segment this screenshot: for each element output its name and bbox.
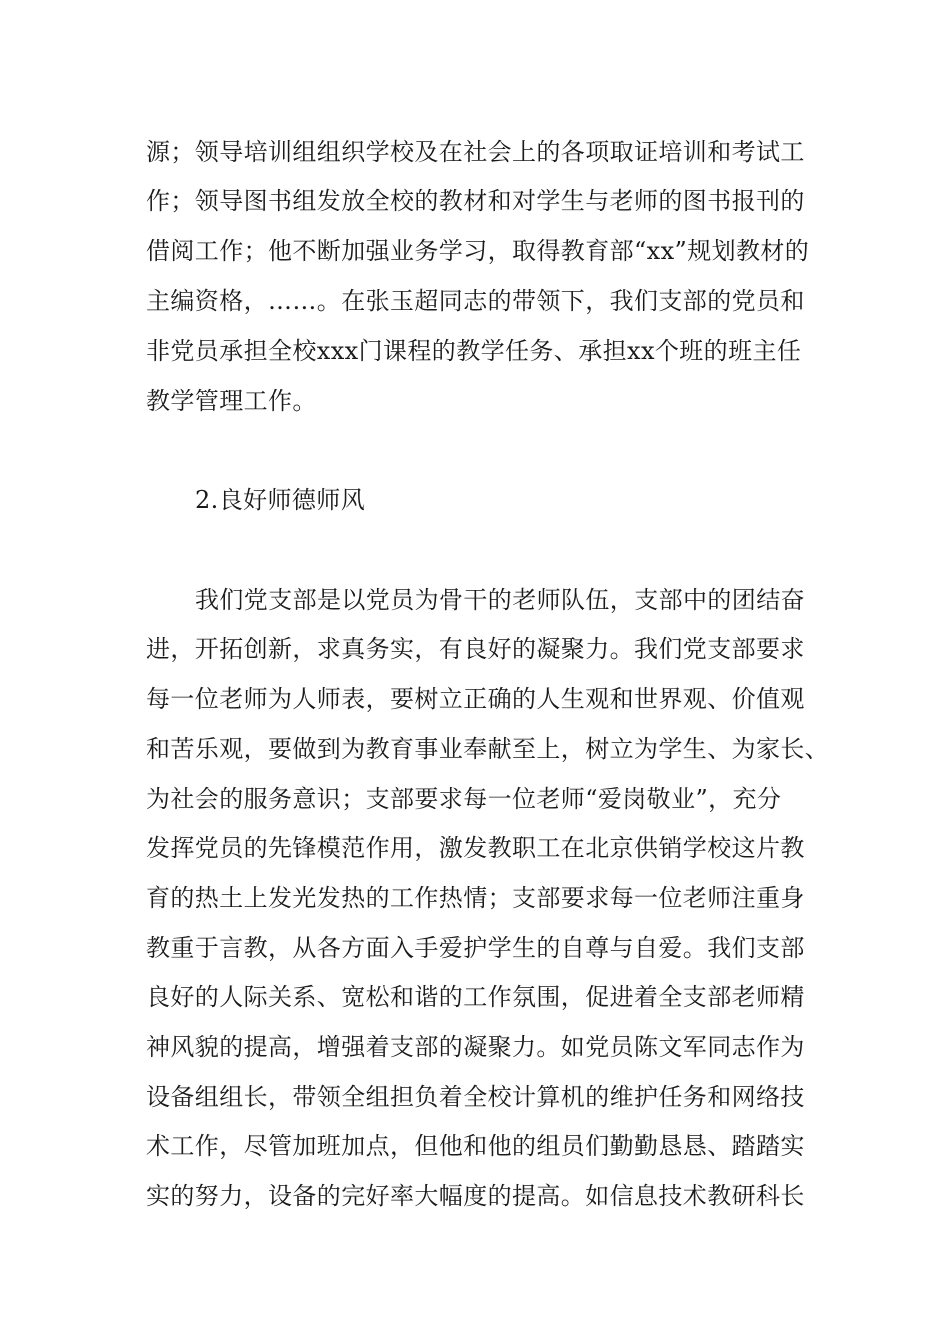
- paragraph-line: 进，开拓创新，求真务实，有良好的凝聚力。我们党支部要求: [146, 635, 805, 663]
- paragraph-line: 借阅工作；他不断加强业务学习，取得教育部“xx”规划教材的: [146, 237, 810, 265]
- paragraph-line: 每一位老师为人师表，要树立正确的人生观和世界观、价值观: [146, 685, 805, 713]
- paragraph-line: 教重于言教，从各方面入手爱护学生的自尊与自爱。我们支部: [146, 934, 805, 962]
- paragraph-line: 设备组组长，带领全组担负着全校计算机的维护任务和网络技: [146, 1083, 805, 1111]
- paragraph-line: 非党员承担全校xxx门课程的教学任务、承担xx个班的班主任: [146, 337, 802, 365]
- paragraph-line: 主编资格，……。在张玉超同志的带领下，我们支部的党员和: [146, 287, 805, 315]
- paragraph-line: 术工作，尽管加班加点，但他和他的组员们勤勤恳恳、踏踏实: [146, 1132, 805, 1160]
- paragraph-line: 实的努力，设备的完好率大幅度的提高。如信息技术教研科长: [146, 1182, 805, 1210]
- paragraph-line: 良好的人际关系、宽松和谐的工作氛围，促进着全支部老师精: [146, 983, 805, 1011]
- paragraph-line: 育的热土上发光发热的工作热情；支部要求每一位老师注重身: [146, 884, 805, 912]
- paragraph-line: 我们党支部是以党员为骨干的老师队伍，支部中的团结奋: [195, 586, 805, 614]
- paragraph-line: 神风貌的提高，增强着支部的凝聚力。如党员陈文军同志作为: [146, 1033, 805, 1061]
- paragraph-line: 源；领导培训组组织学校及在社会上的各项取证培训和考试工: [146, 138, 805, 166]
- section-heading: 2.良好师德师风: [195, 486, 366, 514]
- paragraph-line: 和苦乐观，要做到为教育事业奉献至上，树立为学生、为家长、: [146, 735, 830, 763]
- paragraph-line: 作；领导图书组发放全校的教材和对学生与老师的图书报刊的: [146, 187, 805, 215]
- paragraph-line: 为社会的服务意识；支部要求每一位老师“爱岗敬业”，充分: [146, 785, 782, 813]
- paragraph-line: 发挥党员的先锋模范作用，激发教职工在北京供销学校这片教: [146, 834, 805, 862]
- paragraph-line: 教学管理工作。: [146, 387, 317, 415]
